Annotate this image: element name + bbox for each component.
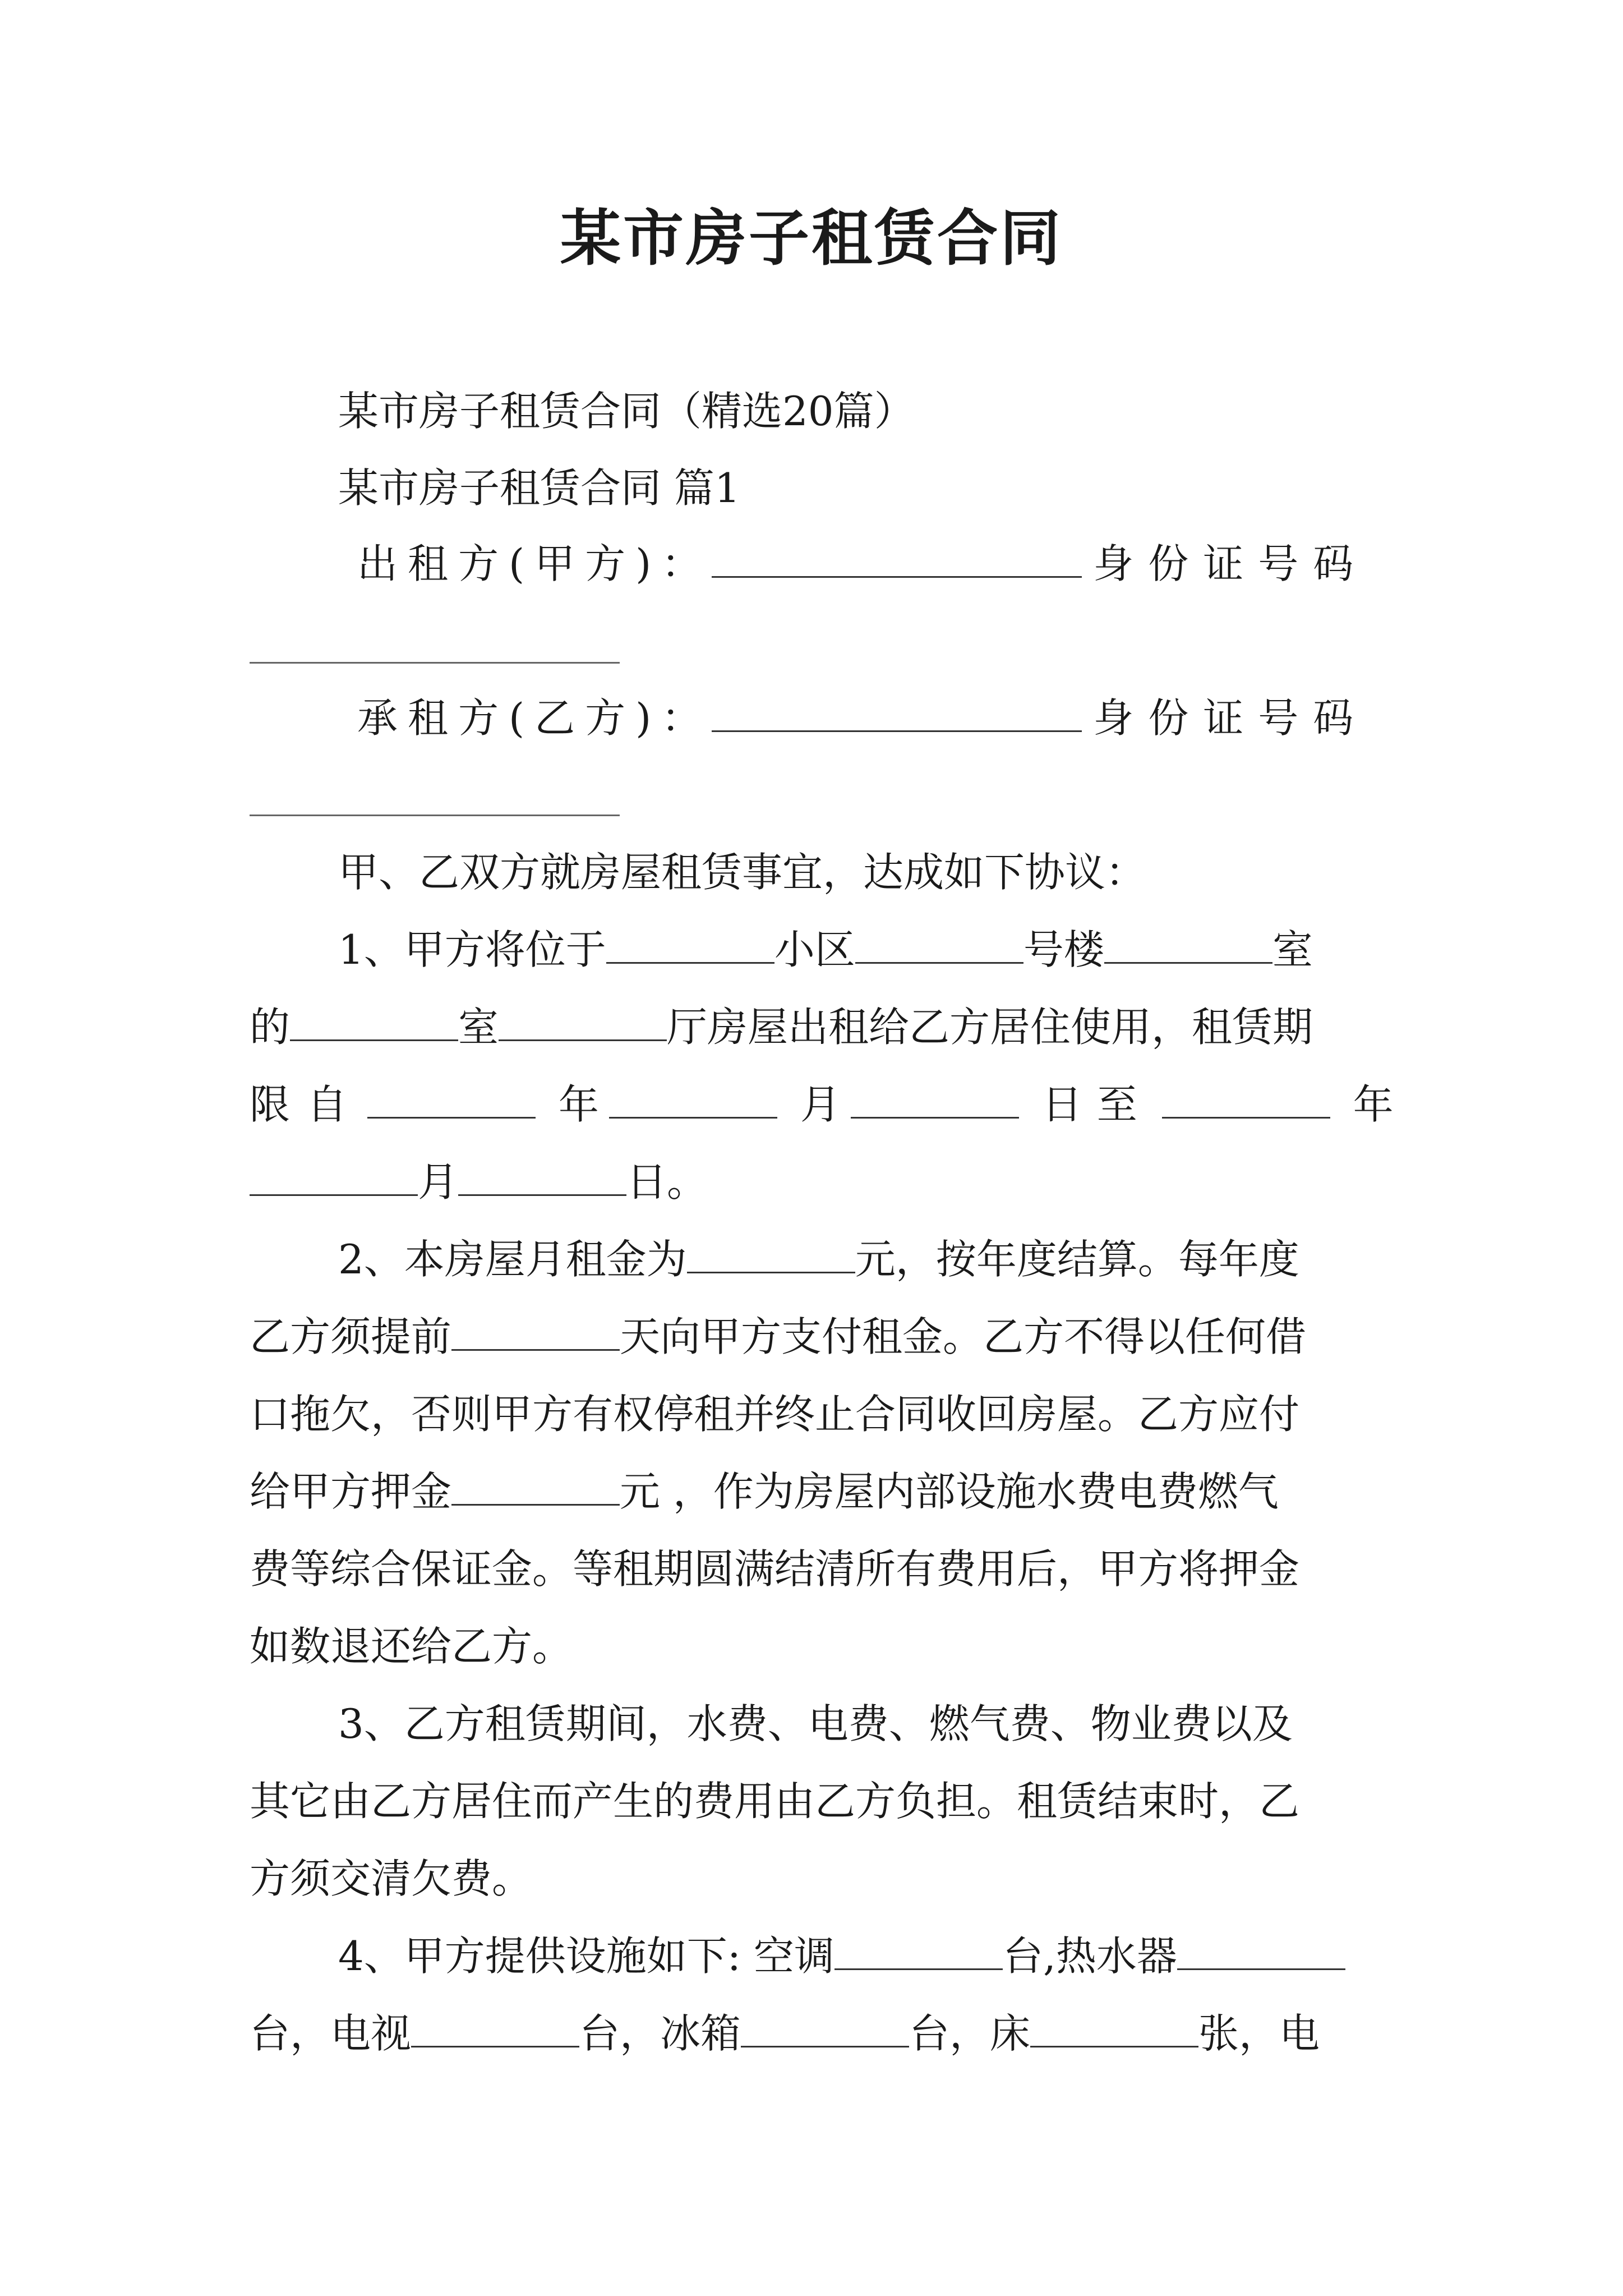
lessor-label: 出租方(甲方)： <box>357 540 712 587</box>
section-heading: 某市房子租赁合同 篇1 <box>338 464 740 512</box>
blank <box>606 923 774 964</box>
document-title: 某市房子租赁合同 <box>560 203 1063 274</box>
blank <box>1177 1929 1345 1970</box>
blank <box>367 1078 536 1119</box>
lessee-line <box>250 690 1380 746</box>
agreement-intro: 甲、乙双方就房屋租赁事宜，达成如下协议： <box>338 849 1146 896</box>
blank <box>451 1465 620 1506</box>
lessor-id-blank <box>250 662 620 664</box>
blank <box>609 1078 777 1119</box>
clause-3-line-3: 方须交清欠费。 <box>250 1855 533 1902</box>
blank <box>250 1155 418 1196</box>
clause-3-line-2: 其它由乙方居住而产生的费用由乙方负担。租赁结束时，乙 <box>250 1778 1300 1825</box>
clause-2-line-1: 2、本房屋月租金为 元，按年度结算。每年度 <box>250 1231 1380 1287</box>
blank <box>687 1232 855 1273</box>
clause-1-line-2: 的 室 厅房屋出租给乙方居住使用，租赁期 <box>250 999 1380 1055</box>
blank <box>411 2007 579 2047</box>
clause-4-line-2: 台，电视 台，冰箱 台，床 张，电 <box>250 2005 1380 2062</box>
clause-1-line-3: 限自 年 月 日至 年 <box>250 1076 1380 1133</box>
blank <box>851 1078 1019 1119</box>
blank <box>451 1310 620 1351</box>
document-subtitle: 某市房子租赁合同（精选20篇） <box>338 388 915 435</box>
blank <box>1162 1078 1330 1119</box>
blank <box>834 1929 1003 1970</box>
clause-2-line-6: 如数退还给乙方。 <box>250 1623 573 1670</box>
lessor-name-blank <box>712 537 1082 578</box>
lessee-label: 承租方(乙方)： <box>357 694 712 742</box>
blank <box>855 923 1023 964</box>
blank <box>458 1155 626 1196</box>
clause-2-line-4: 给甲方押金 元 ，作为房屋内部设施水费电费燃气 <box>250 1464 1380 1520</box>
clause-4-line-1: 4、甲方提供设施如下: 空调 台,热水器 <box>250 1928 1380 1984</box>
lessor-id-label: 身份证号码 <box>1093 540 1368 587</box>
blank <box>499 1000 667 1041</box>
clause-2-line-5: 费等综合保证金。等租期圆满结清所有费用后，甲方将押金 <box>250 1545 1300 1593</box>
blank <box>1030 2007 1198 2047</box>
lessor-line <box>250 536 1380 592</box>
lessee-name-blank <box>712 691 1082 732</box>
clause-1-line-1: 1、甲方将位于 小区 号楼 室 <box>250 922 1380 978</box>
clause-2-line-3: 口拖欠，否则甲方有权停租并终止合同收回房屋。乙方应付 <box>250 1391 1300 1438</box>
clause-3-line-1: 3、乙方租赁期间，水费、电费、燃气费、物业费以及 <box>338 1700 1293 1747</box>
blank <box>290 1000 458 1041</box>
clause-1-line-4: 月 日。 <box>250 1154 1380 1210</box>
lessee-id-blank <box>250 815 620 816</box>
blank <box>1104 923 1272 964</box>
clause-2-line-2: 乙方须提前 天向甲方支付租金。乙方不得以任何借 <box>250 1309 1380 1365</box>
blank <box>741 2007 909 2047</box>
lessee-id-label: 身份证号码 <box>1093 694 1368 742</box>
